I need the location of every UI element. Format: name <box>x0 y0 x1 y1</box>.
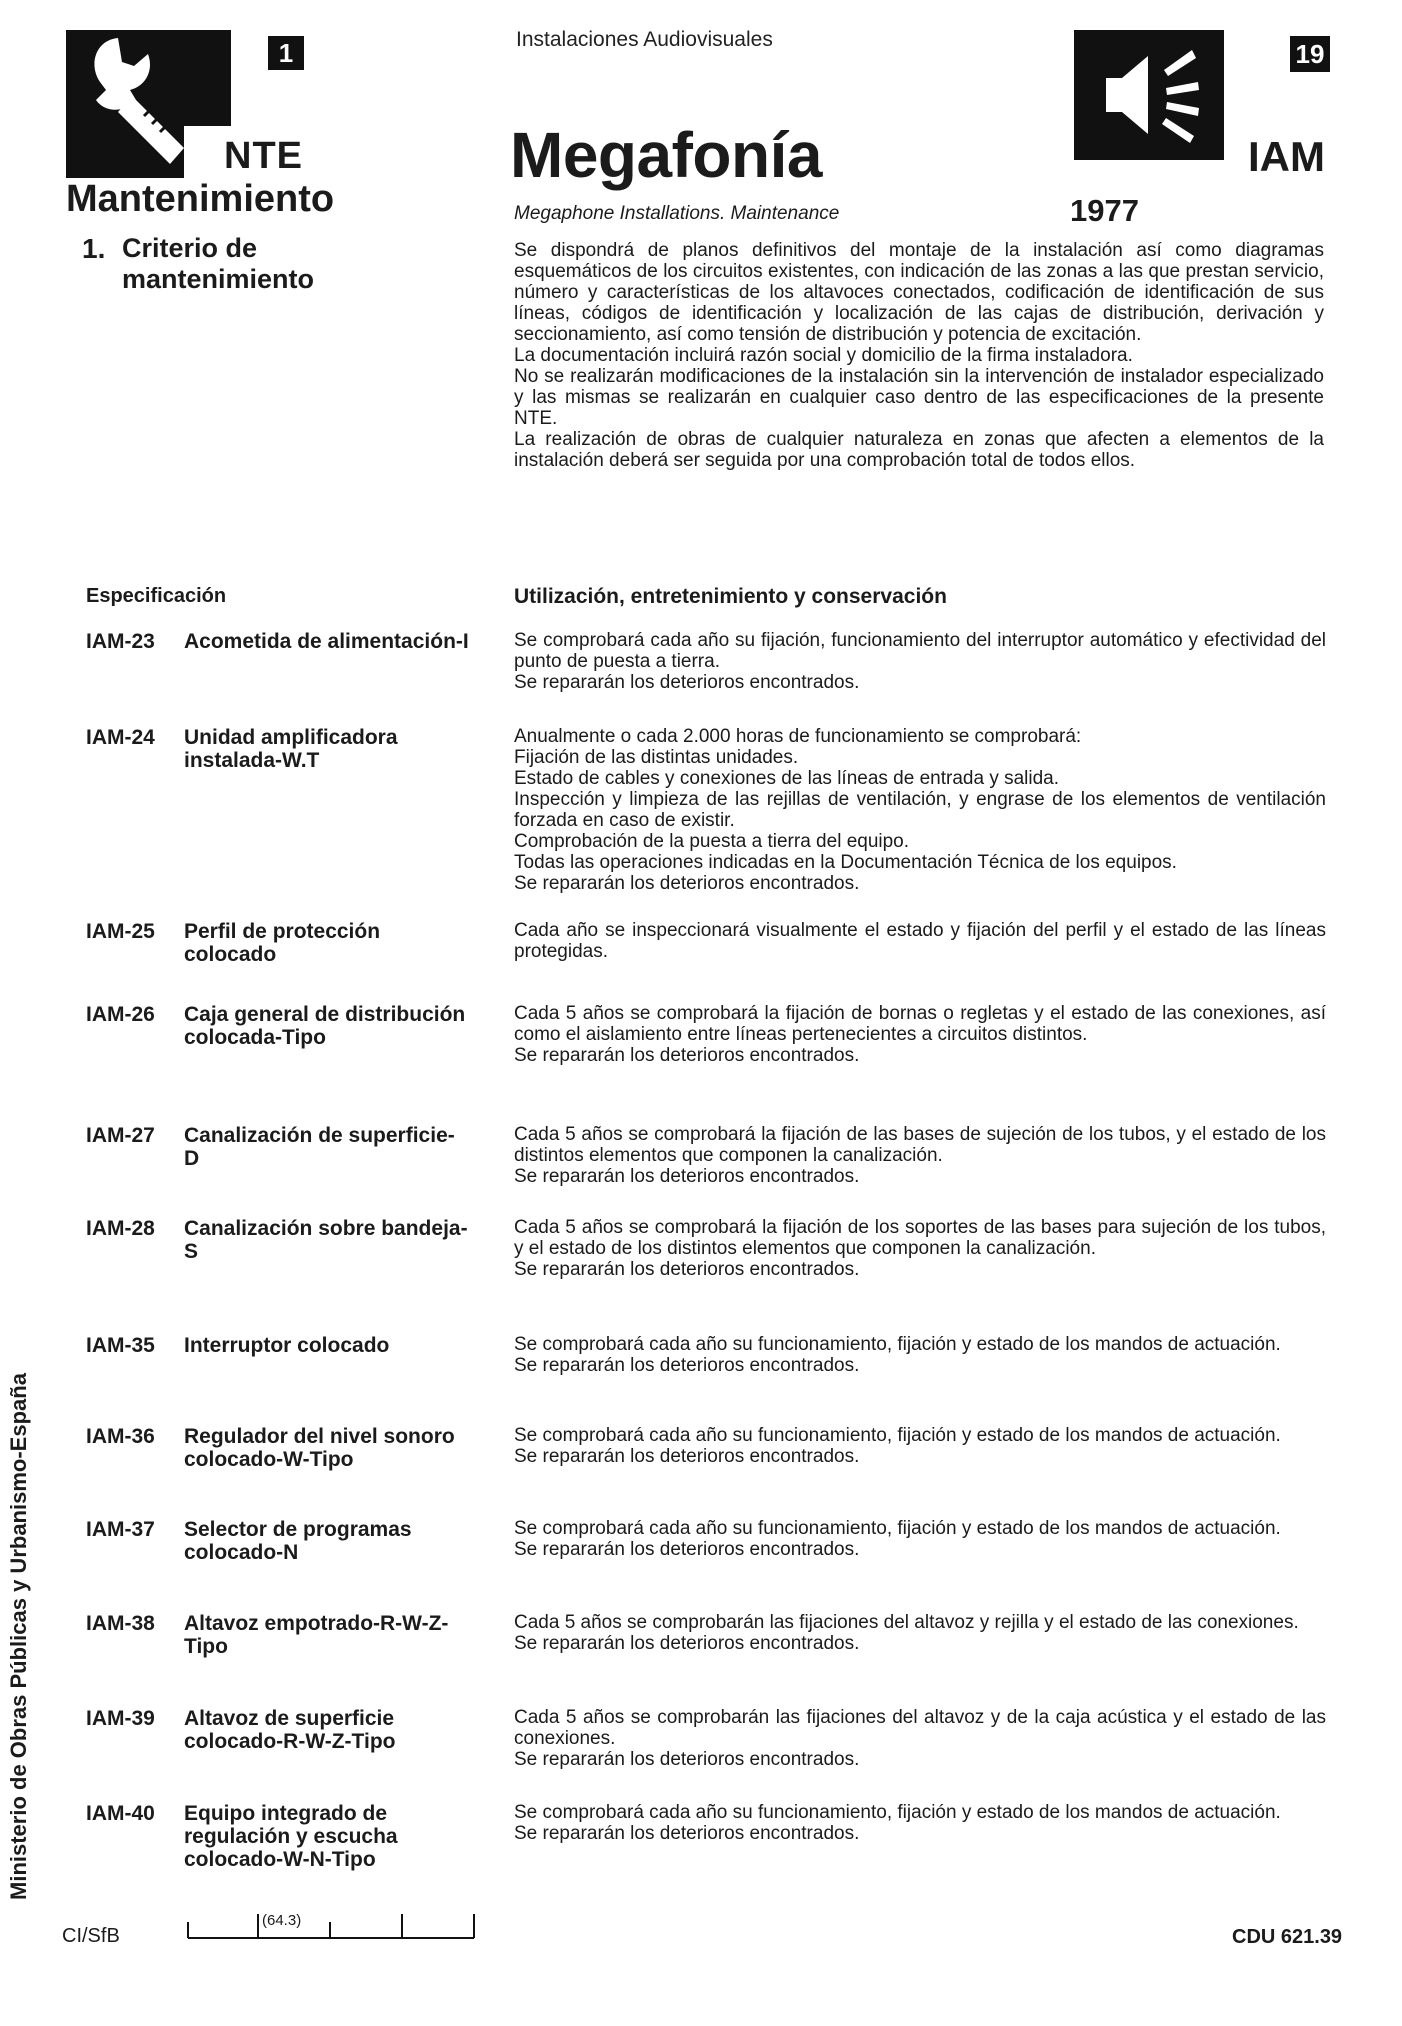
row-name: Altavoz empotrado-R-W-Z-Tipo <box>184 1612 449 1658</box>
row-name: Acometida de alimentación-I <box>184 630 469 653</box>
cisfb-code-boxes <box>186 1910 476 1942</box>
description-line: Se repararán los deterioros encontrados. <box>514 1749 860 1770</box>
row-description <box>514 726 1326 894</box>
column-header-use: Utilización, entretenimiento y conservación <box>514 585 947 608</box>
row-description <box>514 1003 1326 1066</box>
table-row <box>0 1707 1402 1802</box>
criterio-heading <box>122 233 314 295</box>
description-line: Se comprobará cada año su funcionamiento, fijación y estado de los mandos de actuación. <box>514 1425 1281 1446</box>
nte-label: NTE <box>224 135 303 177</box>
table-row <box>0 630 1402 726</box>
description-line: Fijación de las distintas unidades. <box>514 747 799 768</box>
description-line: Se repararán los deterioros encontrados. <box>514 672 860 693</box>
criterio-number: 1. <box>82 233 106 264</box>
row-code: IAM-39 <box>86 1707 155 1730</box>
table-row <box>0 1612 1402 1707</box>
description-line: Se repararán los deterioros encontrados. <box>514 1166 860 1187</box>
description-line: Inspección y limpieza de las rejillas de ventilación, y engrase de los elementos de ventilación forzada en caso de existir. <box>514 789 1326 831</box>
row-name: Perfil de protección colocado <box>184 920 381 966</box>
row-name: Regulador del nivel sonoro colocado-W-Tipo <box>184 1425 455 1471</box>
description-line: Cada 5 años se comprobará la fijación de las bases de sujeción de los tubos, y el estado de los distintos elementos que componen la canalización. <box>514 1124 1326 1166</box>
loudspeaker-icon <box>1074 30 1224 160</box>
page-number-badge: 19 <box>1290 36 1330 72</box>
row-description <box>514 1124 1326 1187</box>
description-line: Se repararán los deterioros encontrados. <box>514 1446 860 1467</box>
description-line: Todas las operaciones indicadas en la Documentación Técnica de los equipos. <box>514 852 1177 873</box>
row-code: IAM-28 <box>86 1217 155 1240</box>
row-name: Altavoz de superficie colocado-R-W-Z-Tipo <box>184 1707 396 1753</box>
description-line: Se repararán los deterioros encontrados. <box>514 1539 860 1560</box>
row-name: Selector de programas colocado-N <box>184 1518 412 1564</box>
column-header-spec: Especificación <box>86 585 227 607</box>
row-code: IAM-27 <box>86 1124 155 1147</box>
description-line: Se repararán los deterioros encontrados. <box>514 1823 860 1844</box>
description-line: Se comprobará cada año su funcionamiento, fijación y estado de los mandos de actuación. <box>514 1802 1281 1823</box>
ministry-label: Ministerio de Obras Públicas y Urbanismo-España <box>6 1373 31 1900</box>
series-label: Instalaciones Audiovisuales <box>516 28 773 51</box>
description-line: Estado de cables y conexiones de las líneas de entrada y salida. <box>514 768 1060 789</box>
row-code: IAM-24 <box>86 726 155 749</box>
row-name: Interruptor colocado <box>184 1334 390 1357</box>
description-line: Cada 5 años se comprobarán las fijaciones del altavoz y rejilla y el estado de las conexiones. <box>514 1612 1299 1633</box>
row-code: IAM-35 <box>86 1334 155 1357</box>
intro-paragraph: No se realizarán modificaciones de la instalación sin la intervención de instalador especializado y las mismas se realizarán en cualquier caso dentro de las especificaciones de la presente NTE. <box>514 366 1324 429</box>
description-line: Anualmente o cada 2.000 horas de funcionamiento se comprobará: <box>514 726 1082 747</box>
row-name: Canalización de superficie-D <box>184 1124 455 1170</box>
description-line: Se comprobará cada año su funcionamiento, fijación y estado de los mandos de actuación. <box>514 1518 1281 1539</box>
row-name: Equipo integrado de regulación y escucha colocado-W-N-Tipo <box>184 1802 398 1871</box>
description-line: Cada 5 años se comprobará la fijación de los soportes de las bases para sujeción de los tubos, y el estado de los distintos elementos que componen la canalización. <box>514 1217 1326 1259</box>
table-row <box>0 726 1402 920</box>
row-code: IAM-26 <box>86 1003 155 1026</box>
description-line: Se repararán los deterioros encontrados. <box>514 1633 860 1654</box>
intro-paragraph: La realización de obras de cualquier naturaleza en zonas que afecten a elementos de la instalación deberá ser seguida por una comprobación total de todos ellos. <box>514 429 1324 471</box>
row-description <box>514 1802 1326 1844</box>
table-row <box>0 1425 1402 1518</box>
section-title: Mantenimiento <box>66 178 335 220</box>
row-description <box>514 1425 1326 1467</box>
table-row <box>0 920 1402 1003</box>
table-row <box>0 1003 1402 1124</box>
row-description <box>514 630 1326 693</box>
row-name: Canalización sobre bandeja-S <box>184 1217 468 1263</box>
criterio-line: Criterio de <box>122 233 258 263</box>
page-title: Megafonía <box>510 119 822 191</box>
description-line: Cada 5 años se comprobarán las fijaciones del altavoz y de la caja acústica y el estado de las conexiones. <box>514 1707 1326 1749</box>
description-line: Comprobación de la puesta a tierra del equipo. <box>514 831 910 852</box>
cisfb-label: CI/SfB <box>62 1925 120 1947</box>
row-description <box>514 1217 1326 1280</box>
row-description <box>514 1707 1326 1770</box>
page-subtitle: Megaphone Installations. Maintenance <box>514 203 840 224</box>
standard-code: IAM <box>1248 133 1325 180</box>
description-line: Se comprobará cada año su fijación, funcionamiento del interruptor automático y efectividad del punto de puesta a tierra. <box>514 630 1326 672</box>
table-row <box>0 1334 1402 1425</box>
row-code: IAM-36 <box>86 1425 155 1448</box>
row-name: Caja general de distribución colocada-Tipo <box>184 1003 466 1049</box>
row-code: IAM-37 <box>86 1518 155 1541</box>
intro-text <box>514 240 1324 471</box>
criterio-line: mantenimiento <box>122 264 315 294</box>
table-row <box>0 1124 1402 1217</box>
description-line: Cada 5 años se comprobará la fijación de bornas o regletas y el estado de las conexiones, así como el aislamiento entre líneas pertenecientes a circuitos distintos. <box>514 1003 1326 1045</box>
description-line: Se repararán los deterioros encontrados. <box>514 1045 860 1066</box>
publication-year: 1977 <box>1070 193 1139 228</box>
row-code: IAM-40 <box>86 1802 155 1825</box>
table-row <box>0 1802 1402 1902</box>
intro-paragraph: La documentación incluirá razón social y domicilio de la firma instaladora. <box>514 345 1133 366</box>
table-row <box>0 1217 1402 1334</box>
row-name: Unidad amplificadora instalada-W.T <box>184 726 398 772</box>
row-code: IAM-38 <box>86 1612 155 1635</box>
intro-paragraph: Se dispondrá de planos definitivos del montaje de la instalación así como diagramas esquemáticos de los circuitos existentes, con indicación de las zonas a las que prestan servicio, número y características de los altavoces conectados, codificación de identificación de sus líneas, códigos de identificación y localización de las cajas de distribución, derivación y seccionamiento, así como tensión de distribución y potencia de excitación. <box>514 240 1324 345</box>
sheet-number-badge: 1 <box>268 36 304 70</box>
spec-table <box>0 630 1402 1902</box>
description-line: Cada año se inspeccionará visualmente el estado y fijación del perfil y el estado de las líneas protegidas. <box>514 920 1326 962</box>
row-description <box>514 1612 1326 1654</box>
description-line: Se repararán los deterioros encontrados. <box>514 1355 860 1376</box>
row-code: IAM-25 <box>86 920 155 943</box>
cdu-code: CDU 621.39 <box>1232 1926 1343 1948</box>
description-line: Se comprobará cada año su funcionamiento, fijación y estado de los mandos de actuación. <box>514 1334 1281 1355</box>
description-line: Se repararán los deterioros encontrados. <box>514 1259 860 1280</box>
row-description <box>514 1518 1326 1560</box>
cisfb-code: (64.3) <box>262 1912 302 1929</box>
wrench-icon <box>66 30 231 178</box>
row-description <box>514 1334 1326 1376</box>
row-code: IAM-23 <box>86 630 155 653</box>
description-line: Se repararán los deterioros encontrados. <box>514 873 860 894</box>
table-row <box>0 1518 1402 1612</box>
row-description <box>514 920 1326 962</box>
